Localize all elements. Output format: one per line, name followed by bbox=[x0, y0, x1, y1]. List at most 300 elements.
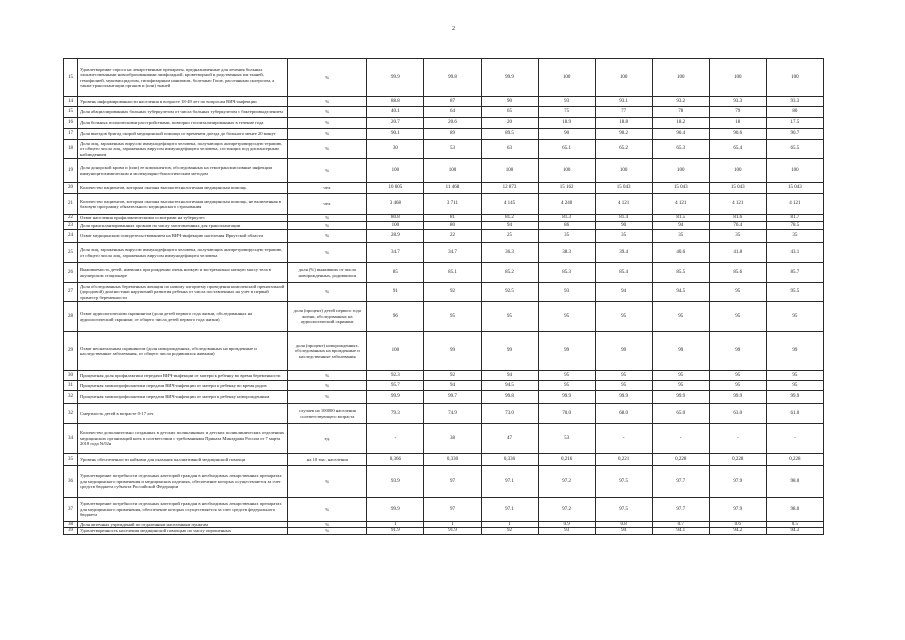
value-cell: 94.5 bbox=[481, 381, 538, 391]
value-cell: 89 bbox=[424, 129, 481, 140]
table-row bbox=[64, 140, 824, 159]
indicator-name: Процентная химиопрофилактики передачи ВИЧ-инфекции от матери к ребенку во время родов bbox=[78, 381, 288, 391]
indicator-name: Смертность детей в возрасте 0-17 лет bbox=[78, 404, 288, 424]
table-row bbox=[64, 332, 824, 371]
indicator-name: Доля лиц, зараженных вирусом иммунодефицита человека, получающих антиретровирусную терапию, от общего числа лиц, зараженных вирусом иммунодефицита человека, состоящих под диспансерным наблюдением bbox=[78, 140, 288, 159]
unit-cell: % bbox=[288, 371, 367, 381]
value-cell: 18.8 bbox=[595, 118, 652, 129]
value-cell: 93.2 bbox=[652, 97, 709, 107]
value-cell: 74.9 bbox=[424, 404, 481, 424]
value-cell: 53 bbox=[424, 140, 481, 159]
row-number: 37 bbox=[64, 498, 78, 522]
value-cell: 95 bbox=[595, 302, 652, 332]
value-cell: 80.8 bbox=[367, 215, 424, 222]
unit-cell: % bbox=[288, 215, 367, 222]
value-cell: 100 bbox=[766, 159, 823, 183]
value-cell: 86 bbox=[538, 222, 595, 230]
value-cell: 99.9 bbox=[595, 391, 652, 404]
table-row bbox=[64, 528, 824, 534]
value-cell: 4 121 bbox=[652, 194, 709, 215]
indicator-name: Процентная доля профилактики передачи ВИЧ-инфекции от матери к ребенку во время беременности bbox=[78, 371, 288, 381]
row-number: 19 bbox=[64, 159, 78, 183]
value-cell: 38.3 bbox=[538, 243, 595, 263]
row-number: 15 bbox=[64, 59, 78, 97]
value-cell: 96 bbox=[367, 302, 424, 332]
value-cell: 88.8 bbox=[367, 97, 424, 107]
value-cell: 35 bbox=[595, 230, 652, 243]
indicator-name: Охват населения профилактическими осмотрами на туберкулез bbox=[78, 215, 288, 222]
value-cell: 0,336 bbox=[481, 454, 538, 466]
value-cell: 90.6 bbox=[709, 129, 766, 140]
unit-cell: % bbox=[288, 498, 367, 522]
unit-cell: % bbox=[288, 140, 367, 159]
unit-cell: доля (процент) детей первого года жизни, обследованных на аудиологический скрининг bbox=[288, 302, 367, 332]
value-cell: 47 bbox=[481, 424, 538, 454]
unit-cell: % bbox=[288, 391, 367, 404]
value-cell: 39.4 bbox=[595, 243, 652, 263]
value-cell: 100 bbox=[766, 59, 823, 97]
row-number: 36 bbox=[64, 466, 78, 498]
value-cell: - bbox=[367, 424, 424, 454]
value-cell: 99 bbox=[538, 332, 595, 371]
value-cell: 65.5 bbox=[766, 140, 823, 159]
table-row bbox=[64, 424, 824, 454]
value-cell: 3 711 bbox=[424, 194, 481, 215]
value-cell: 64 bbox=[424, 107, 481, 118]
unit-cell: % bbox=[288, 243, 367, 263]
value-cell: 95 bbox=[481, 302, 538, 332]
value-cell: 36.3 bbox=[481, 243, 538, 263]
table-row bbox=[64, 183, 824, 194]
value-cell: 99.7 bbox=[424, 391, 481, 404]
value-cell: 4 145 bbox=[481, 194, 538, 215]
value-cell: 90.1 bbox=[367, 129, 424, 140]
unit-cell: на 10 тыс. населения bbox=[288, 454, 367, 466]
value-cell: 90.4 bbox=[652, 129, 709, 140]
value-cell: 100 bbox=[538, 59, 595, 97]
value-cell: 90 bbox=[595, 222, 652, 230]
row-number: 30 bbox=[64, 371, 78, 381]
value-cell: 1 bbox=[367, 522, 424, 528]
value-cell: 99.8 bbox=[424, 59, 481, 97]
value-cell: 90.7 bbox=[766, 129, 823, 140]
row-number: 31 bbox=[64, 381, 78, 391]
value-cell: 25 bbox=[481, 230, 538, 243]
unit-cell: % bbox=[288, 466, 367, 498]
value-cell: 91.9 bbox=[424, 528, 481, 534]
indicator-name: Доля обследованных беременных женщин по новому алгоритму проведения комплексной пренатальной (дородовой) диагностики нарушений развития ребенка от числа поставленных на учет в первый триместр беременности bbox=[78, 283, 288, 302]
indicator-name: Доля лиц, зараженных вирусом иммунодефицита человека, получающих антиретровирусную терапию, от общего числа лиц, зараженных вирусом иммунодефицита человека bbox=[78, 243, 288, 263]
value-cell: 97.7 bbox=[652, 498, 709, 522]
value-cell: 85.6 bbox=[709, 263, 766, 283]
value-cell: 95.5 bbox=[766, 283, 823, 302]
indicator-name: Количество пациентов, которым оказана высокотехнологичная медицинская помощь, не включенная в базовую программу обязательного медицинского страхования bbox=[78, 194, 288, 215]
value-cell: 81.4 bbox=[595, 215, 652, 222]
value-cell: 18 bbox=[709, 118, 766, 129]
value-cell: 11 468 bbox=[424, 183, 481, 194]
value-cell: 97.9 bbox=[709, 498, 766, 522]
table-row bbox=[64, 230, 824, 243]
indicator-name: Количество дополнительно созданных в детских поликлиниках и детских поликлинических отделениях медицинских организаций коек в соответствии с требованиями Приказа Минздрава России от 7 марта 2018 года №92н bbox=[78, 424, 288, 454]
row-number: 15 bbox=[64, 107, 78, 118]
value-cell: 90.2 bbox=[595, 129, 652, 140]
value-cell: 28.9 bbox=[367, 230, 424, 243]
value-cell: 30 bbox=[367, 140, 424, 159]
value-cell: 95 bbox=[766, 302, 823, 332]
value-cell: 99 bbox=[595, 332, 652, 371]
unit-cell: доля (процент) новорожденных, обследованных на врожденные и наследственные заболевания bbox=[288, 332, 367, 371]
value-cell: 94.2 bbox=[709, 528, 766, 534]
value-cell: 65 bbox=[481, 107, 538, 118]
unit-cell: % bbox=[288, 97, 367, 107]
value-cell: 94 bbox=[595, 283, 652, 302]
value-cell: 17.5 bbox=[766, 118, 823, 129]
value-cell: 65.0 bbox=[652, 404, 709, 424]
value-cell: 15 043 bbox=[709, 183, 766, 194]
value-cell: 93.3 bbox=[766, 97, 823, 107]
value-cell: 92.3 bbox=[367, 371, 424, 381]
value-cell: 70.0 bbox=[538, 404, 595, 424]
value-cell: 95 bbox=[652, 381, 709, 391]
value-cell: 85.5 bbox=[652, 263, 709, 283]
row-number: 28 bbox=[64, 302, 78, 332]
value-cell: 81.2 bbox=[481, 215, 538, 222]
value-cell: 99 bbox=[424, 332, 481, 371]
row-number: 20 bbox=[64, 183, 78, 194]
value-cell: 34.7 bbox=[367, 243, 424, 263]
value-cell: 77 bbox=[595, 107, 652, 118]
value-cell: 76.4 bbox=[709, 222, 766, 230]
value-cell: 85.7 bbox=[766, 263, 823, 283]
value-cell: 75 bbox=[538, 107, 595, 118]
value-cell: 18.9 bbox=[538, 118, 595, 129]
value-cell: 94.5 bbox=[652, 283, 709, 302]
value-cell: 98.0 bbox=[766, 498, 823, 522]
value-cell: 85.1 bbox=[424, 263, 481, 283]
unit-cell: доля (%) выживших от числа новорожденных, родившихся bbox=[288, 263, 367, 283]
indicator-name: Удовлетворение потребности отдельных категорий граждан в необходимых лекарственных препаратах для медицинского применения, обеспечение которых осуществляется за счет средств федерального бюджета bbox=[78, 498, 288, 522]
value-cell: - bbox=[766, 424, 823, 454]
value-cell: 97.9 bbox=[709, 466, 766, 498]
value-cell: 93.9 bbox=[367, 466, 424, 498]
table-row bbox=[64, 302, 824, 332]
value-cell: 92 bbox=[481, 528, 538, 534]
indicator-name: Процентная химиопрофилактики передачи ВИЧ-инфекции от матери к ребенку новорожденным bbox=[78, 391, 288, 404]
value-cell: 81 bbox=[424, 215, 481, 222]
value-cell: 97.5 bbox=[595, 466, 652, 498]
table-row bbox=[64, 215, 824, 222]
value-cell: 100 bbox=[652, 159, 709, 183]
value-cell: 100 bbox=[595, 59, 652, 97]
value-cell: 0.9 bbox=[538, 522, 595, 528]
value-cell: 35 bbox=[766, 230, 823, 243]
value-cell: 80 bbox=[424, 222, 481, 230]
value-cell: 91.9 bbox=[367, 528, 424, 534]
table-row bbox=[64, 107, 824, 118]
value-cell: 1 bbox=[424, 522, 481, 528]
table-row bbox=[64, 263, 824, 283]
indicator-name: Уровень информированности населения в возрасте 18-49 лет по вопросам ВИЧ-инфекции bbox=[78, 97, 288, 107]
row-number: 26 bbox=[64, 263, 78, 283]
unit-cell: ед. bbox=[288, 424, 367, 454]
value-cell: 68.0 bbox=[595, 404, 652, 424]
value-cell: 95 bbox=[538, 371, 595, 381]
indicator-name: Удовлетворение спроса на лекарственные препараты, предназначенные для лечения больных злокачественными новообразованиями лимфоидной, кроветворной и родственных им тканей, гемофилией, муковисцидозом, гипофизарным нанизмом, болезнью Гоше, рассеянным склерозом, а также трансплантации органов и (или) тканей bbox=[78, 59, 288, 97]
row-number: 38 bbox=[64, 522, 78, 528]
value-cell: 35 bbox=[709, 230, 766, 243]
value-cell: 99 bbox=[766, 332, 823, 371]
value-cell: 35 bbox=[538, 230, 595, 243]
unit-cell: случаев на 100000 населения соответствующего возраста bbox=[288, 404, 367, 424]
value-cell: 0,216 bbox=[538, 454, 595, 466]
table-row bbox=[64, 59, 824, 97]
value-cell: 99.8 bbox=[481, 391, 538, 404]
value-cell: 94.3 bbox=[766, 528, 823, 534]
value-cell: 99.9 bbox=[367, 498, 424, 522]
value-cell: 100 bbox=[481, 159, 538, 183]
value-cell: 97.1 bbox=[481, 466, 538, 498]
indicator-name: Охват неонатальным скринингом (доля новорожденных, обследованных на врожденные и наследственные заболевания, от общего числа родившихся живыми) bbox=[78, 332, 288, 371]
value-cell: 81.7 bbox=[766, 215, 823, 222]
indicator-name: Доля больных психическими расстройствами, повторно госпитализированных в течение года bbox=[78, 118, 288, 129]
table-row bbox=[64, 97, 824, 107]
row-number: 34 bbox=[64, 424, 78, 454]
indicator-name: Доля донорской крови и (или) ее компонентов, обследованных на гемотрансмиссивные инфекции иммуноцитохимическим и молекулярно-биологическим методом bbox=[78, 159, 288, 183]
table-row bbox=[64, 283, 824, 302]
value-cell: 100 bbox=[595, 159, 652, 183]
unit-cell: % bbox=[288, 107, 367, 118]
row-number: 17 bbox=[64, 129, 78, 140]
value-cell: 90 bbox=[481, 97, 538, 107]
value-cell: 85.3 bbox=[538, 263, 595, 283]
value-cell: 65.4 bbox=[709, 140, 766, 159]
row-number: 35 bbox=[64, 454, 78, 466]
value-cell: 78 bbox=[652, 107, 709, 118]
value-cell: 97.2 bbox=[538, 498, 595, 522]
value-cell: 15 162 bbox=[538, 183, 595, 194]
value-cell: 92 bbox=[424, 371, 481, 381]
value-cell: 95 bbox=[652, 302, 709, 332]
unit-cell: % bbox=[288, 230, 367, 243]
value-cell: 22 bbox=[424, 230, 481, 243]
value-cell: 94 bbox=[595, 528, 652, 534]
value-cell: 95 bbox=[766, 381, 823, 391]
value-cell: 97 bbox=[424, 466, 481, 498]
value-cell: 95 bbox=[709, 302, 766, 332]
value-cell: 4 121 bbox=[595, 194, 652, 215]
value-cell: 78.5 bbox=[766, 222, 823, 230]
row-number: 32 bbox=[64, 404, 78, 424]
value-cell: 100 bbox=[367, 332, 424, 371]
value-cell: - bbox=[652, 424, 709, 454]
value-cell: 85 bbox=[367, 263, 424, 283]
unit-cell: чел. bbox=[288, 194, 367, 215]
value-cell: 53 bbox=[538, 424, 595, 454]
value-cell: 85.2 bbox=[481, 263, 538, 283]
indicator-name: Доля абациллированных больных туберкулезом от числа больных туберкулезом с бактериовыделением bbox=[78, 107, 288, 118]
table-row bbox=[64, 454, 824, 466]
value-cell: 95 bbox=[424, 302, 481, 332]
value-cell: 99.9 bbox=[652, 391, 709, 404]
value-cell: 38 bbox=[424, 424, 481, 454]
value-cell: 0.7 bbox=[652, 522, 709, 528]
value-cell: 93.1 bbox=[595, 97, 652, 107]
row-number: 22 bbox=[64, 215, 78, 222]
row-number: 23 bbox=[64, 222, 78, 230]
value-cell: 10 605 bbox=[367, 183, 424, 194]
value-cell: 95 bbox=[595, 381, 652, 391]
value-cell: 99 bbox=[481, 332, 538, 371]
value-cell: 35 bbox=[652, 230, 709, 243]
value-cell: 97.7 bbox=[652, 466, 709, 498]
value-cell: 20 bbox=[481, 118, 538, 129]
value-cell: 80 bbox=[766, 107, 823, 118]
value-cell: 4 121 bbox=[766, 194, 823, 215]
value-cell: 94 bbox=[652, 222, 709, 230]
value-cell: 94 bbox=[424, 381, 481, 391]
value-cell: 95 bbox=[709, 283, 766, 302]
unit-cell: % bbox=[288, 222, 367, 230]
value-cell: 20.6 bbox=[424, 118, 481, 129]
value-cell: 93 bbox=[538, 97, 595, 107]
value-cell: 97 bbox=[424, 498, 481, 522]
value-cell: 97.1 bbox=[481, 498, 538, 522]
value-cell: 99.9 bbox=[709, 391, 766, 404]
value-cell: 92 bbox=[424, 283, 481, 302]
indicators-table bbox=[63, 58, 824, 535]
unit-cell: % bbox=[288, 381, 367, 391]
value-cell: 95.7 bbox=[367, 381, 424, 391]
indicator-name: Охват медицинским освидетельствованием на ВИЧ-инфекцию населения Иркутской области bbox=[78, 230, 288, 243]
value-cell: 95 bbox=[595, 371, 652, 381]
value-cell: 99 bbox=[652, 332, 709, 371]
table-row bbox=[64, 371, 824, 381]
unit-cell: % bbox=[288, 59, 367, 97]
unit-cell: чел. bbox=[288, 183, 367, 194]
value-cell: 34.7 bbox=[424, 243, 481, 263]
value-cell: 73.0 bbox=[481, 404, 538, 424]
value-cell: 93 bbox=[538, 528, 595, 534]
unit-cell: % bbox=[288, 129, 367, 140]
value-cell: 15 043 bbox=[652, 183, 709, 194]
value-cell: 95 bbox=[709, 371, 766, 381]
row-number: 18 bbox=[64, 140, 78, 159]
value-cell: 95 bbox=[538, 302, 595, 332]
value-cell: 79.3 bbox=[367, 404, 424, 424]
indicator-name: Удовлетворенность населения медицинской помощью по числу опрошенных bbox=[78, 528, 288, 534]
value-cell: 95 bbox=[766, 371, 823, 381]
value-cell: 99.9 bbox=[367, 391, 424, 404]
table-row bbox=[64, 194, 824, 215]
value-cell: 87 bbox=[424, 97, 481, 107]
row-number: 32 bbox=[64, 391, 78, 404]
value-cell: 98.0 bbox=[766, 466, 823, 498]
table-row bbox=[64, 391, 824, 404]
indicator-name: Удовлетворение потребности отдельных категорий граждан в необходимых лекарственных препаратах для медицинского применения и медицинских изделиях, обеспечение которых осуществляется за счет средств бюджета субъекта Российской Федерации bbox=[78, 466, 288, 498]
value-cell: 97.5 bbox=[595, 498, 652, 522]
value-cell: 92.5 bbox=[481, 283, 538, 302]
value-cell: 79 bbox=[709, 107, 766, 118]
unit-cell: % bbox=[288, 522, 367, 528]
indicator-name: Количество пациентов, которым оказана высокотехнологичная медицинская помощь bbox=[78, 183, 288, 194]
value-cell: 100 bbox=[652, 59, 709, 97]
row-number: 27 bbox=[64, 283, 78, 302]
value-cell: 63 bbox=[481, 140, 538, 159]
value-cell: 93 bbox=[538, 283, 595, 302]
value-cell: 0.6 bbox=[709, 522, 766, 528]
value-cell: 97.2 bbox=[538, 466, 595, 498]
value-cell: 100 bbox=[367, 159, 424, 183]
unit-cell: % bbox=[288, 159, 367, 183]
table-row bbox=[64, 222, 824, 230]
value-cell: 85.4 bbox=[595, 263, 652, 283]
unit-cell: % bbox=[288, 283, 367, 302]
table-row bbox=[64, 159, 824, 183]
value-cell: 15 043 bbox=[595, 183, 652, 194]
value-cell: 99.9 bbox=[481, 59, 538, 97]
table-row bbox=[64, 404, 824, 424]
value-cell: 43.1 bbox=[766, 243, 823, 263]
value-cell: 89.5 bbox=[481, 129, 538, 140]
unit-cell: % bbox=[288, 528, 367, 534]
row-number: 21 bbox=[64, 194, 78, 215]
row-number: 25 bbox=[64, 243, 78, 263]
table-row bbox=[64, 381, 824, 391]
value-cell: 100 bbox=[709, 59, 766, 97]
value-cell: 91 bbox=[367, 283, 424, 302]
value-cell: 1 bbox=[481, 522, 538, 528]
table-row bbox=[64, 118, 824, 129]
value-cell: 0,330 bbox=[424, 454, 481, 466]
value-cell: 4 121 bbox=[709, 194, 766, 215]
value-cell: 4 240 bbox=[538, 194, 595, 215]
value-cell: 99.9 bbox=[367, 59, 424, 97]
table-row bbox=[64, 498, 824, 522]
indicator-name: Охват аудиологическим скринингом (доля детей первого года жизни, обследованных на аудиологический скрининг, от общего числа детей первого года жизни) bbox=[78, 302, 288, 332]
value-cell: 81.3 bbox=[538, 215, 595, 222]
value-cell: 0,228 bbox=[766, 454, 823, 466]
unit-cell: % bbox=[288, 118, 367, 129]
value-cell: 99.9 bbox=[766, 391, 823, 404]
value-cell: 0,228 bbox=[652, 454, 709, 466]
value-cell: 40.1 bbox=[367, 107, 424, 118]
value-cell: 3 468 bbox=[367, 194, 424, 215]
value-cell: 0,228 bbox=[709, 454, 766, 466]
value-cell: 94 bbox=[481, 371, 538, 381]
indicator-name: Доля трансплантированных органов по числу заготовленных для трансплантации bbox=[78, 222, 288, 230]
table-row bbox=[64, 466, 824, 498]
value-cell: 100 bbox=[424, 159, 481, 183]
value-cell: 100 bbox=[709, 159, 766, 183]
value-cell: 61.0 bbox=[766, 404, 823, 424]
row-number: 14 bbox=[64, 97, 78, 107]
value-cell: 65.1 bbox=[538, 140, 595, 159]
table-row bbox=[64, 243, 824, 263]
value-cell: 81.5 bbox=[652, 215, 709, 222]
value-cell: 0,366 bbox=[367, 454, 424, 466]
row-number: 24 bbox=[64, 230, 78, 243]
value-cell: 63.0 bbox=[709, 404, 766, 424]
indicator-name: Доля выездов бригад скорой медицинской помощи со временем доезда до больного менее 20 минут bbox=[78, 129, 288, 140]
value-cell: 40.6 bbox=[652, 243, 709, 263]
value-cell: 90 bbox=[538, 129, 595, 140]
indicator-name: Выживаемость детей, имевших при рождении очень низкую и экстремально низкую массу тела в акушерском стационаре bbox=[78, 263, 288, 283]
value-cell: 100 bbox=[367, 222, 424, 230]
value-cell: 65.2 bbox=[595, 140, 652, 159]
value-cell: 0.8 bbox=[595, 522, 652, 528]
value-cell: 20.7 bbox=[367, 118, 424, 129]
indicator-name: Доля аптечных учреждений по отдаленным населенным пунктам bbox=[78, 522, 288, 528]
